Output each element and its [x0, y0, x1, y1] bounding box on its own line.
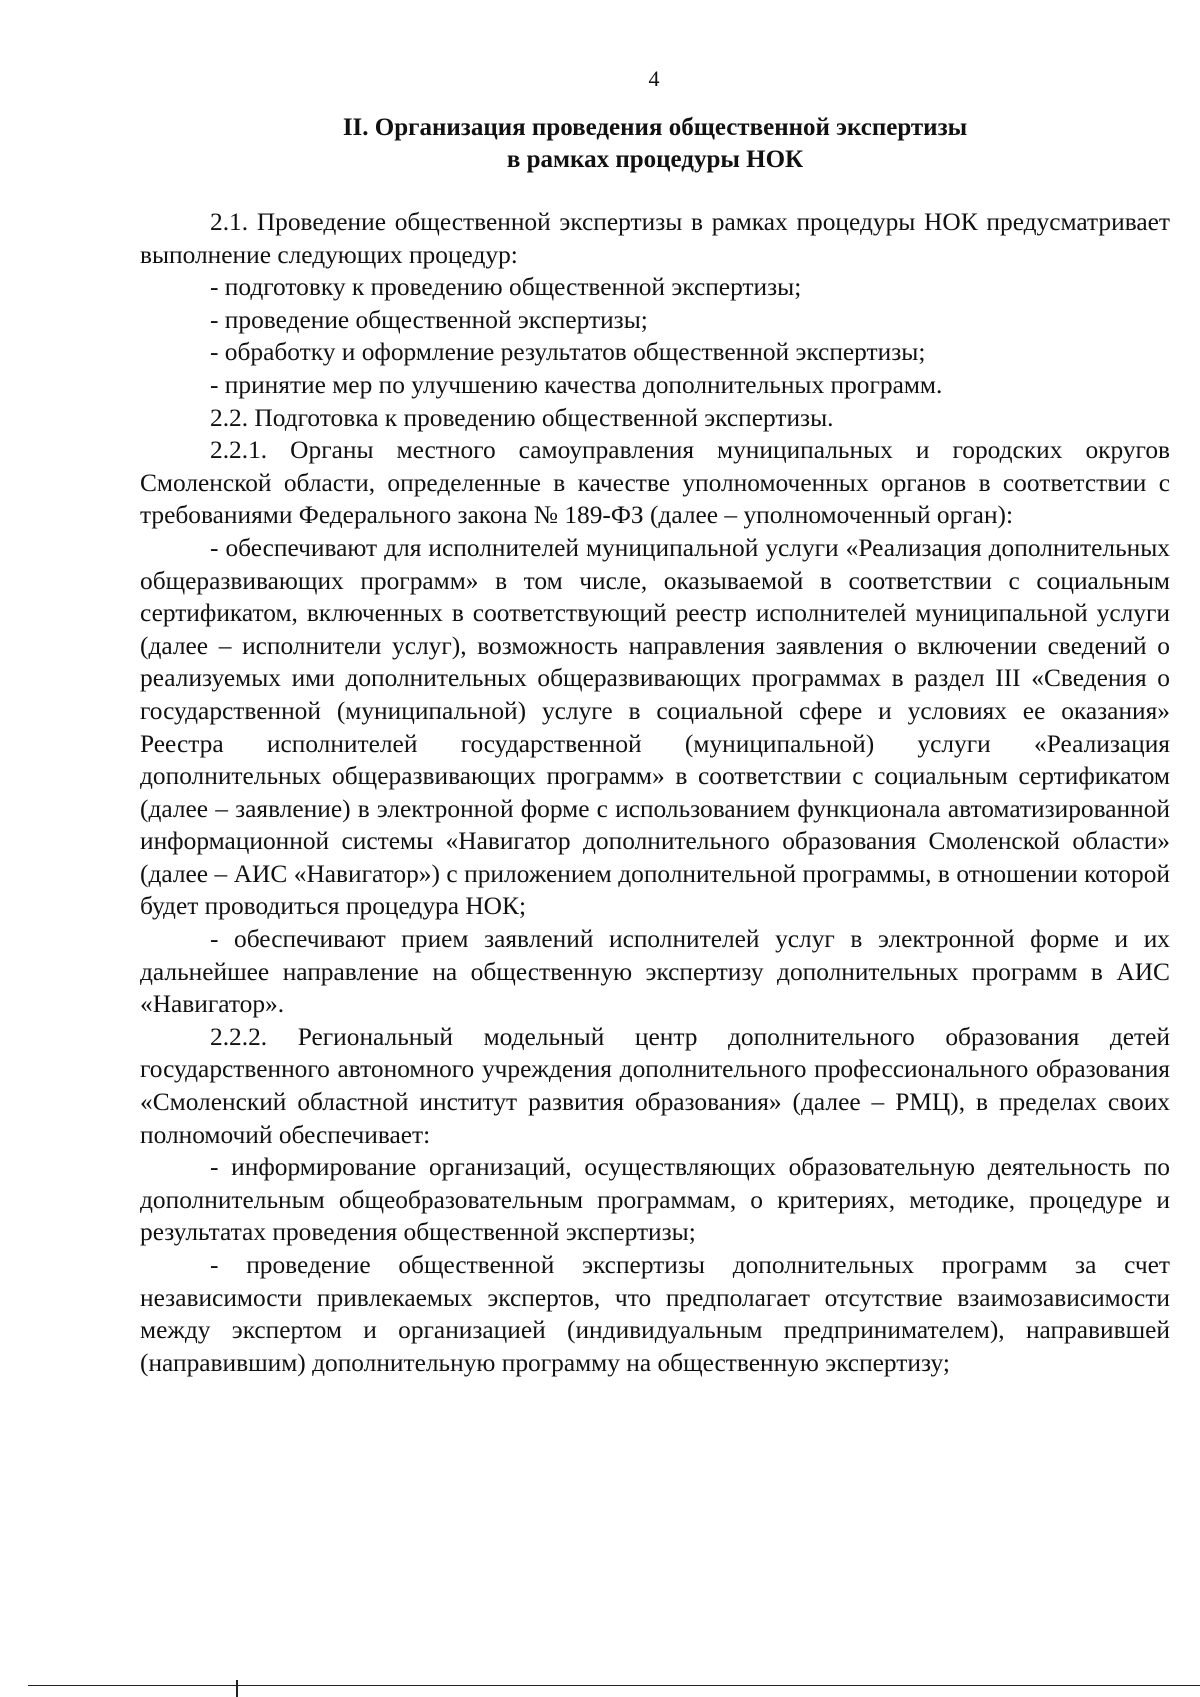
paragraph-conducting-expertise: - проведение общественной экспертизы дополнительных программ за счет независимости привлекаемых экспертов, что предполагает отсутствие взаимозависимости между экспертом и организацией (индивидуальным предпринимателем), направившей (направившим) дополнительную программу на общественную экспертизу; — [140, 1251, 1170, 1377]
page-number: 4 — [648, 66, 660, 91]
list-item-processing: - обработку и оформление результатов общественной экспертизы; — [210, 338, 926, 367]
section-heading — [140, 112, 1170, 176]
list-item-preparation: - подготовку к проведению общественной экспертизы; — [210, 273, 802, 302]
paragraph-2-2-2: 2.2.2. Региональный модельный центр дополнительного образования детей государственного автономного учреждения дополнительного профессионального образования «Смоленский областной институт развития образования» (далее – РМЦ), в пределах своих полномочий обеспечивает: — [140, 1022, 1170, 1149]
paragraph-2-1: 2.1. Проведение общественной экспертизы в рамках процедуры НОК предусматривает выполнение следующих процедур: — [140, 208, 1170, 269]
paragraph-2-2-1: 2.2.1. Органы местного самоуправления муниципальных и городских округов Смоленской области, определенные в качестве уполномоченных органов в соответствии с требованиями Федерального закона № 189-ФЗ (далее – уполномоченный орган): — [140, 436, 1170, 530]
section-heading-line-1: II. Организация проведения общественной экспертизы — [342, 114, 968, 141]
page-bottom-tick — [236, 1680, 238, 1697]
page-bottom-rule — [28, 1685, 1200, 1686]
list-item-conducting: - проведение общественной экспертизы; — [210, 305, 648, 334]
document-body — [140, 206, 1170, 1379]
paragraph-2-2: 2.2. Подготовка к проведению общественной экспертизы. — [210, 403, 834, 432]
paragraph-provide-reception: - обеспечивают прием заявлений исполнителей услуг в электронной форме и их дальнейшее направление на общественную экспертизу дополнительных программ в АИС «Навигатор». — [140, 925, 1170, 1019]
paragraph-informing: - информирование организаций, осуществляющих образовательную деятельность по дополнительным общеобразовательным программам, о критериях, методике, процедуре и результатах проведения общественной экспертизы; — [140, 1153, 1170, 1247]
section-heading-line-2: в рамках процедуры НОК — [506, 146, 804, 173]
list-item-improvement: - принятие мер по улучшению качества дополнительных программ. — [210, 370, 943, 399]
paragraph-provide-application: - обеспечивают для исполнителей муниципальной услуги «Реализация дополнительных общеразвивающих программ» в том числе, оказываемой в соответствии с социальным сертификатом, включенных в соответствующий реестр исполнителей муниципальной услуги (далее – исполнители услуг), возможность направления заявления о включении сведений о реализуемых ими дополнительных общеразвивающих программах в раздел III «Сведения о государственной (муниципальной) услуге в социальной сфере и условиях ее оказания» Реестра исполнителей государственной (муниципальной) услуги «Реализация дополнительных общеразвивающих программ» в соответствии с социальным сертификатом (далее – заявление) в электронной форме с использованием функционала автоматизированной информационной системы «Навигатор дополнительного образования Смоленской области» (далее – АИС «Навигатор») с приложением дополнительной программы, в отношении которой будет проводиться процедура НОК; — [140, 533, 1170, 921]
